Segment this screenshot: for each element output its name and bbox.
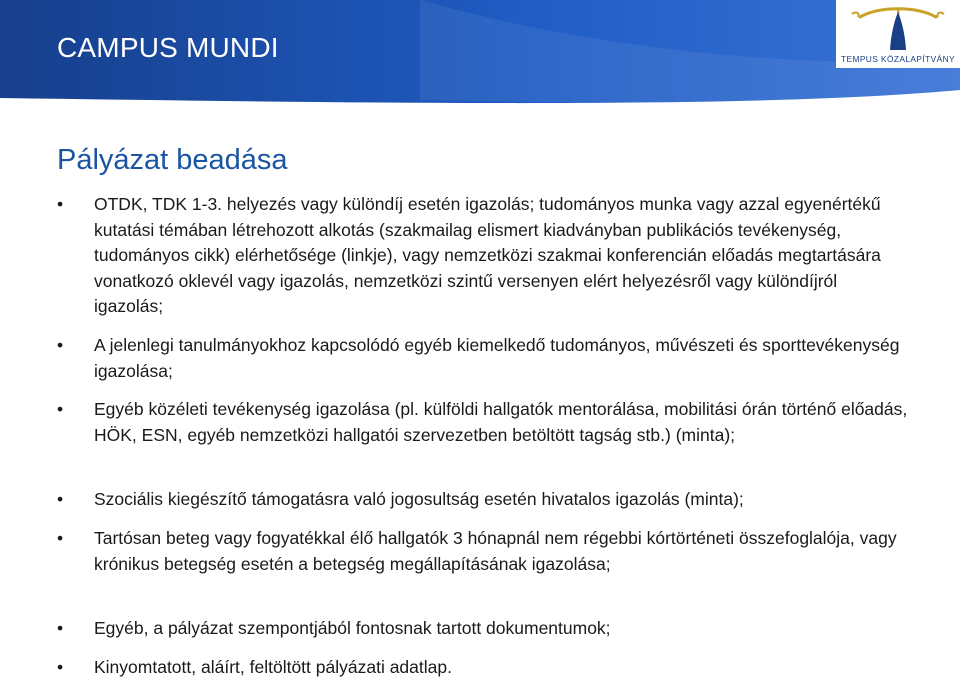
bullet-text: Kinyomtatott, aláírt, feltöltött pályázati adatlap. — [94, 657, 452, 677]
bullet-dot-icon: • — [57, 194, 64, 214]
header-banner — [0, 0, 960, 105]
bullet-text: Egyéb közéleti tevékenység igazolása (pl. külföldi hallgatók mentorálása, mobilitási órán történő előadás, HÖK, ESN, egyéb nemzetközi hallgatói szervezetben betöltött tagság stb.) (minta); — [94, 399, 908, 445]
bullet-text: Szociális kiegészítő támogatásra való jogosultság esetén hivatalos igazolás (minta); — [94, 489, 744, 509]
bullet-text: Tartósan beteg vagy fogyatékkal élő hallgatók 3 hónapnál nem régebbi kórtörténeti összefoglalója, vagy krónikus betegség esetén a betegség megállapításának igazolása; — [94, 528, 897, 574]
bullet-dot-icon: • — [57, 528, 64, 548]
logo-figure — [890, 12, 906, 50]
bullet-dot-icon: • — [57, 657, 64, 677]
logo-arc-right-tip — [937, 13, 944, 17]
brand-title: CAMPUS MUNDI — [57, 32, 279, 63]
tempus-logo — [836, 0, 960, 68]
bullet-dot-icon: • — [57, 618, 64, 638]
bullet-dot-icon: • — [57, 489, 64, 509]
logo-text: TEMPUS KÖZALAPÍTVÁNY — [840, 54, 956, 64]
slide-title: Pályázat beadása — [57, 144, 288, 176]
bullet-text: Egyéb, a pályázat szempontjából fontosnak tartott dokumentumok; — [94, 618, 611, 638]
bullet-text: OTDK, TDK 1-3. helyezés vagy különdíj esetén igazolás; tudományos munka vagy azzal egyenértékű kutatási témában létrehozott alkotás (szakmailag elismert kiadványban publikációs tevékenység, tudományos cikk) elérhetősége (linkje), vagy nemzetközi szakmai konferencián előadás megtartására vonatkozó oklevél vagy igazolás, nemzetközi szintű versenyen elért helyezésről vagy különdíjról igazolás; — [94, 194, 881, 316]
logo-arc-left-tip — [852, 13, 859, 17]
bullet-text: A jelenlegi tanulmányokhoz kapcsolódó egyéb kiemelkedő tudományos, művészeti és sporttevékenység igazolása; — [94, 335, 900, 381]
bullet-dot-icon: • — [57, 399, 64, 419]
bullet-dot-icon: • — [57, 335, 64, 355]
